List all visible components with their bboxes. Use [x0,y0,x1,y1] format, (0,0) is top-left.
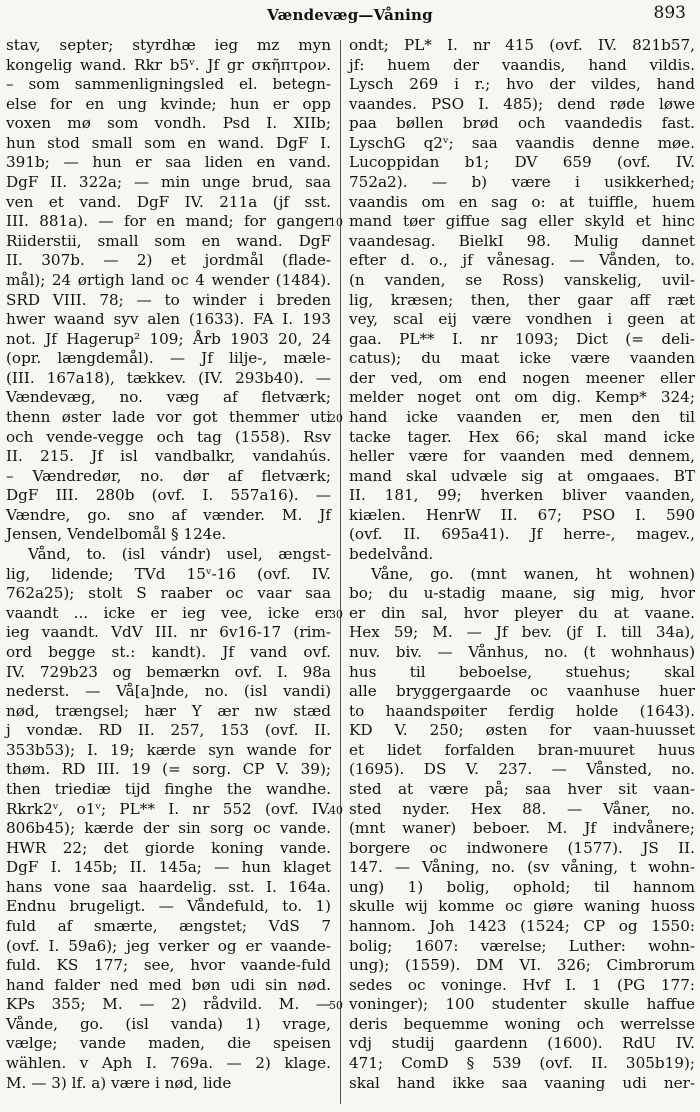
text-line: er din sal, hvor pleyer du at vaane. [349,603,695,622]
text-line: catus); du maat icke være vaanden [349,349,695,368]
text-line: (mnt waner) beboer. M. Jf indvånere; [349,819,695,838]
text-line: nederst. — Vå[a]nde, no. (isl vandi) [6,682,331,701]
text-line: then triediæ tijd finghe the wandhe. [6,779,331,798]
text-line: Lysch 269 i r.; hvo der vildes, hand [349,75,695,94]
text-line: et lidet forfalden bran-muuret huus [349,740,695,759]
text-line: DgF II. 322a; — min unge brud, saa [6,173,331,192]
text-line: nuv. biv. — Vånhus, no. (t wohnhaus) [349,642,695,661]
text-line: alle bryggergaarde oc vaanhuse huer [349,682,695,701]
text-line: voninger); 100 studenter skulle haffue [349,995,695,1014]
page-header [0,0,700,26]
text-line: 353b53); I. 19; kærde syn wande for [6,740,331,759]
text-line: (opr. længdemål). — Jf lilje-, mæle- [6,349,331,368]
left-column [6,36,331,1093]
text-line: III. 881a). — for en mand; for ganger [6,212,331,231]
text-line: borgere oc indwonere (1577). JS II. [349,838,695,857]
text-line: hannom. Joh 1423 (1524; CP og 1550: [349,917,695,936]
text-line: (1695). DS V. 237. — Vånsted, no. [349,760,695,779]
text-line: vaandt ... icke er ieg vee, icke er [6,603,331,622]
text-line: 391b; — hun er saa liden en vand. [6,153,331,172]
text-line: else for en ung kvinde; hun er opp [6,94,331,113]
text-line: hand icke vaanden er, men den til [349,407,695,426]
text-line: HWR 22; det giorde koning vande. [6,838,331,857]
text-line: II. 215. Jf isl vandbalkr, vandahús. [6,447,331,466]
text-line: j vondæ. RD II. 257, 153 (ovf. II. [6,721,331,740]
text-line: not. Jf Hagerup² 109; Årb 1903 20, 24 [6,329,331,348]
text-line: lig, kræsen; then, ther gaar aff ræt [349,290,695,309]
text-line: DgF III. 280b (ovf. I. 557a16). — [6,486,331,505]
right-column [349,36,695,1093]
text-line: (ovf. I. 59a6); jeg verker og er vaande- [6,936,331,955]
text-line: mand skal udvæle sig at omgaaes. BT [349,466,695,485]
text-line: SRD VIII. 78; — to winder i breden [6,290,331,309]
text-line: Endnu brugeligt. — Våndefuld, to. 1) [6,897,331,916]
text-line: skulle wij komme oc giøre waning huoss [349,897,695,916]
text-line: wählen. v Aph I. 769a. — 2) klage. [6,1054,331,1073]
text-line: Vånd, to. (isl vándr) usel, ængst- [28,545,331,564]
text-line: Hex 59; M. — Jf bev. (jf I. till 34a), [349,623,695,642]
text-line: der ved, om end nogen meener eller [349,368,695,387]
text-line: jf: huem der vaandis, hand vildis. [349,55,695,74]
text-line: KPs 355; M. — 2) rådvild. M. — [6,995,331,1014]
text-line: 806b45); kærde der sin sorg oc vande. [6,819,331,838]
text-line: mand tøer giffue sag eller skyld et hinc [349,212,695,231]
text-line: vey, scal eij være vondhen i geen at [349,310,695,329]
text-line: to haandspøiter ferdig holde (1643). [349,701,695,720]
text-line: Riiderstii, small som en wand. DgF [6,231,331,250]
text-line: vaandes. PSO I. 485); dend røde løwe [349,94,695,113]
text-line: melder noget ont om dig. Kemp* 324; [349,388,695,407]
text-line: ieg vaandt. VdV III. nr 6v16-17 (rim- [6,623,331,642]
text-line: (n vanden, se Ross) vanskelig, uvil- [349,270,695,289]
text-line: (III. 167a18), tækkev. (IV. 293b40). — [6,368,331,387]
text-line: paa bøllen brød och vaandedis fast. [349,114,695,133]
text-line: Rkrk2ᵛ, o1ᵛ; PL** I. nr 552 (ovf. IV. [6,799,331,818]
text-line: – Vændredør, no. dør af fletværk; [6,466,331,485]
text-line: skal hand ikke saa vaaning udi ner- [349,1073,695,1092]
margin-line-number: 20 [329,412,343,426]
text-line: thøm. RD III. 19 (= sorg. CP V. 39); [6,760,331,779]
margin-line-number: 10 [329,216,343,230]
text-line: Jensen, Vendelbomål § 124e. [6,525,227,544]
text-line: sted at være på; saa hver sit vaan- [349,779,695,798]
text-line: hand falder ned med bøn udi sin nød. [6,975,331,994]
text-line: hwer waand syv alen (1633). FA I. 193 [6,310,331,329]
margin-line-number: 40 [329,803,343,817]
page-number: 893 [653,3,686,23]
text-line: nød, trængsel; hær Y ær nw stæd [6,701,331,720]
running-head: Vændevæg—Våning [267,6,433,24]
text-line: vaandesag. BielkI 98. Mulig dannet [349,231,695,250]
text-line: II. 181, 99; hverken bliver vaanden, [349,486,695,505]
text-line: ung); (1559). DM VI. 326; Cimbrorum [349,956,695,975]
text-line: 471; ComD § 539 (ovf. II. 305b19); [349,1054,695,1073]
text-line: ondt; PL* I. nr 415 (ovf. IV. 821b57, [349,36,695,54]
text-line: sted nyder. Hex 88. — Våner, no. [349,799,695,818]
text-line: lig, lidende; TVd 15ᵛ-16 (ovf. IV. [6,564,331,583]
text-line: och vende-vegge och tag (1558). Rsv [6,427,331,446]
text-line: ord begge st.: kandt). Jf vand ovf. [6,642,331,661]
text-line: KD V. 250; østen for vaan-huusset [349,721,695,740]
text-line: vdj studij gaardenn (1600). RdU IV. [349,1034,695,1053]
text-line: Lucoppidan b1; DV 659 (ovf. IV. [349,153,695,172]
text-line: gaa. PL** I. nr 1093; Dict (= deli- [349,329,695,348]
text-line: hun stod small som en wand. DgF I. [6,133,331,152]
text-line: tacke tager. Hex 66; skal mand icke [349,427,695,446]
text-line: fuld. KS 177; see, hvor vaande-fuld [6,956,331,975]
text-line: (ovf. II. 695a41). Jf herre-, magev., [349,525,695,544]
text-line: 762a25); stolt S raaber oc vaar saa [6,584,331,603]
text-line: bo; du u-stadig maane, sig mig, hvor [349,584,695,603]
text-line: stav, septer; styrdhæ ieg mz myn [6,36,331,54]
text-line: 752a2). — b) være i usikkerhed; [349,173,695,192]
text-line: – som sammenligningsled el. betegn- [6,75,331,94]
column-divider [340,40,341,1104]
text-line: ven et vand. DgF IV. 211a (jf sst. [6,192,331,211]
text-line: DgF I. 145b; II. 145a; — hun klaget [6,858,331,877]
text-line: vælge; vande maden, die speisen [6,1034,331,1053]
text-line: bedelvånd. [349,545,434,564]
text-line: fuld af smærte, ængstet; VdS 7 [6,917,331,936]
text-line: LyschG q2ᵛ; saa vaandis denne møe. [349,133,695,152]
text-line: ung) 1) bolig, ophold; til hannom [349,877,695,896]
text-line: heller være for vaanden med dennem, [349,447,695,466]
text-line: Våne, go. (mnt wanen, ht wohnen) [371,564,695,583]
text-line: Vændre, go. sno af vænder. M. Jf [6,505,331,524]
text-line: thenn øster lade vor got themmer uti [6,407,331,426]
text-line: 147. — Våning, no. (sv våning, t wohn- [349,858,695,877]
text-line: vaandis om en sag o: at tuiffle, huem [349,192,695,211]
text-line: hus til beboelse, stuehus; skal [349,662,695,681]
text-line: mål); 24 ørtigh land oc 4 wender (1484). [6,270,331,289]
text-line: Vånde, go. (isl vanda) 1) vrage, [6,1014,331,1033]
text-line: kongelig wand. Rkr b5ᵛ. Jf gr σκῆπτρον. [6,55,331,74]
margin-line-number: 50 [329,999,343,1013]
text-line: M. — 3) lf. a) være i nød, lide [6,1073,232,1092]
text-line: Vændevæg, no. væg af fletværk; [6,388,331,407]
margin-line-number: 30 [329,607,343,621]
text-line: deris bequemme woning och werrelsse [349,1014,695,1033]
text-line: hans vone saa haardelig. sst. I. 164a. [6,877,331,896]
text-line: IV. 729b23 og bemærkn ovf. I. 98a [6,662,331,681]
text-line: efter d. o., jf vånesag. — Vånden, to. [349,251,695,270]
text-line: voxen mø som vondh. Psd I. XIIb; [6,114,331,133]
text-line: II. 307b. — 2) et jordmål (flade- [6,251,331,270]
text-line: kiælen. HenrW II. 67; PSO I. 590 [349,505,695,524]
text-line: sedes oc voninge. Hvf I. 1 (PG 177: [349,975,695,994]
text-line: bolig; 1607: værelse; Luther: wohn- [349,936,695,955]
